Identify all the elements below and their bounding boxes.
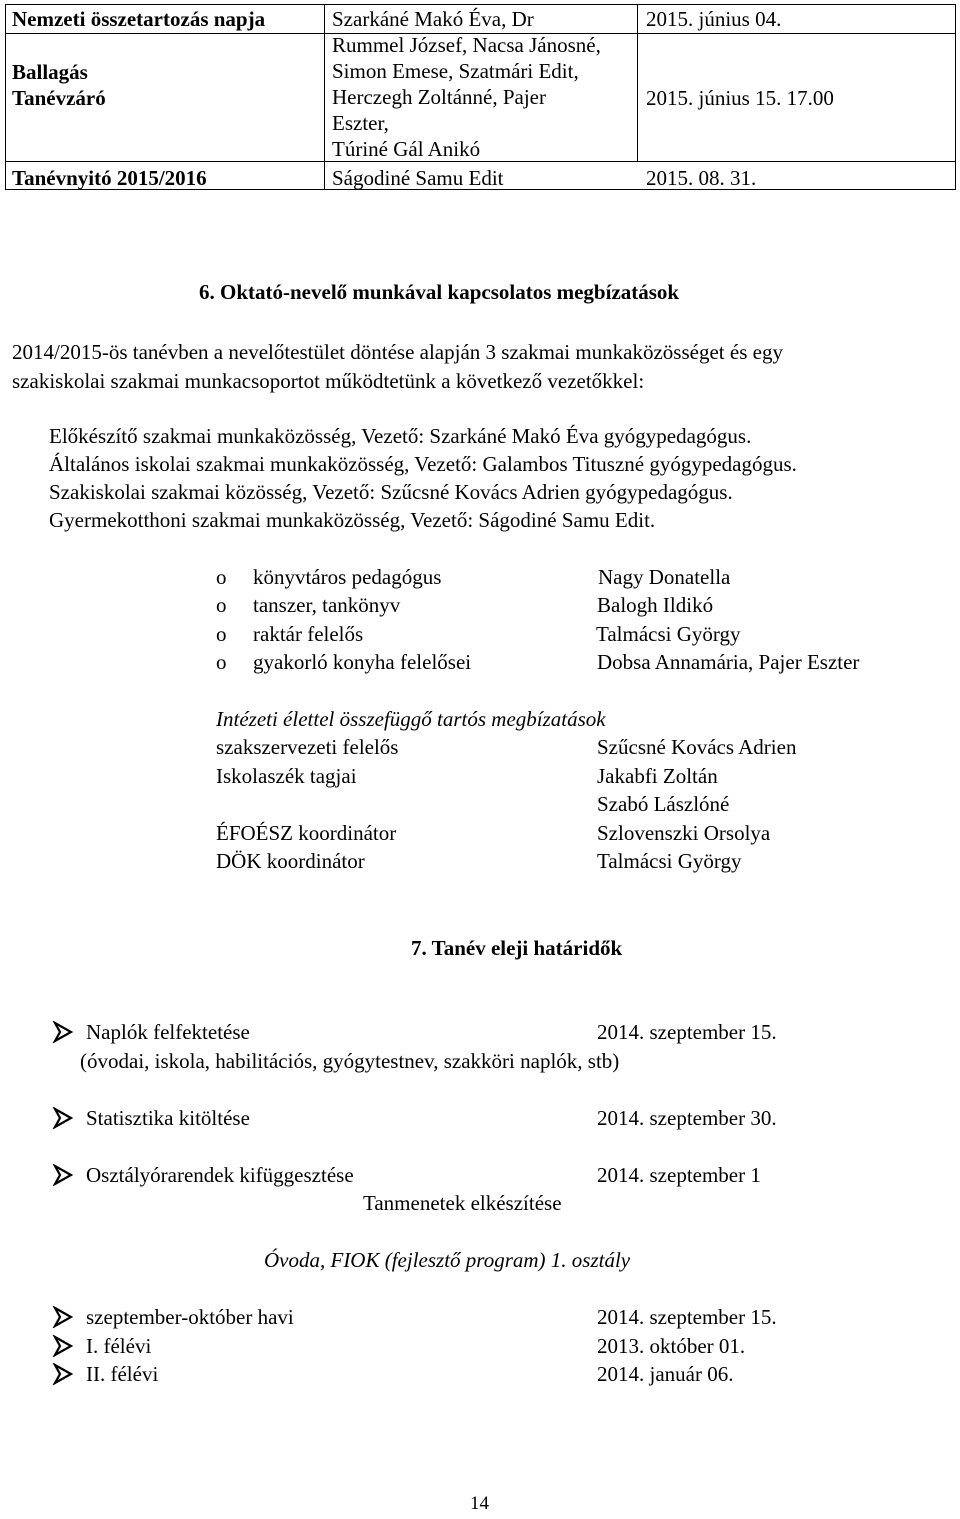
assignment-person: Talmácsi György (596, 622, 741, 646)
table-responsible-line: Szarkáné Makó Éva, Dr (332, 7, 534, 31)
table-col-divider (324, 5, 325, 189)
period-date: 2014. január 06. (597, 1362, 734, 1386)
institutional-person: Szlovenszki Orsolya (597, 821, 771, 845)
assignment-person: Balogh Ildikó (597, 593, 714, 617)
arrow-bullet-icon (52, 1335, 74, 1357)
deadline-date: 2014. szeptember 15. (597, 1020, 777, 1044)
assignment-role: gyakorló konyha felelősei (253, 650, 472, 674)
institutional-person: Talmácsi György (597, 849, 742, 873)
section6-intro-line2: szakiskolai szakmai munkacsoportot működtetünk a következő vezetőkkel: (12, 369, 645, 393)
assignment-role: könyvtáros pedagógus (253, 565, 442, 589)
table-event-2: Ballagás (12, 60, 88, 84)
arrow-bullet-icon (52, 1363, 74, 1385)
period-label: szeptember-október havi (86, 1305, 294, 1329)
deadline-date: 2014. szeptember 1 (597, 1163, 761, 1187)
table-date-1: 2015. június 04. (646, 7, 782, 31)
list-bullet: o (216, 593, 227, 617)
period-date: 2013. október 01. (597, 1334, 746, 1358)
period-label: II. félévi (86, 1362, 159, 1386)
section6-heading: 6. Oktató-nevelő munkával kapcsolatos megbízatások (199, 280, 680, 304)
assignment-role: raktár felelős (253, 622, 364, 646)
deadline-label: Naplók felfektetése (86, 1020, 250, 1044)
arrow-bullet-icon (52, 1306, 74, 1328)
institutional-role: Iskolaszék tagjai (216, 764, 357, 788)
arrow-bullet-icon (52, 1164, 74, 1186)
institutional-person: Szűcsné Kovács Adrien (597, 735, 797, 759)
deadline-note: (óvodai, iskola, habilitációs, gyógytestnev, szakköri naplók, stb) (80, 1049, 620, 1073)
table-row-divider (6, 161, 955, 162)
deadline-date: 2014. szeptember 30. (597, 1106, 777, 1130)
arrow-bullet-icon (52, 1107, 74, 1129)
table-event-3: Tanévnyitó 2015/2016 (12, 166, 207, 190)
institutional-person: Szabó Lászlóné (597, 792, 730, 816)
group-item: Gyermekotthoni szakmai munkaközösség, Vezető: Ságodiné Samu Edit. (49, 508, 656, 532)
table-col-divider (637, 5, 638, 161)
table-responsible-3: Ságodiné Samu Edit (332, 166, 504, 190)
group-item: Szakiskolai szakmai közösség, Vezető: Szűcsné Kovács Adrien gyógypedagógus. (49, 480, 733, 504)
period-label: I. félévi (86, 1334, 152, 1358)
arrow-bullet-icon (52, 1021, 74, 1043)
table-responsible-line: Túriné Gál Anikó (332, 137, 481, 161)
institutional-heading: Intézeti élettel összefüggő tartós megbízatások (216, 707, 606, 731)
table-date-2: 2015. június 15. 17.00 (646, 86, 834, 110)
institutional-person: Jakabfi Zoltán (597, 764, 718, 788)
institutional-role: szakszervezeti felelős (216, 735, 399, 759)
period-date: 2014. szeptember 15. (597, 1305, 777, 1329)
table-event-1: Nemzeti összetartozás napja (12, 7, 266, 31)
table-date-3: 2015. 08. 31. (646, 166, 757, 190)
section6-intro-line1: 2014/2015-ös tanévben a nevelőtestület döntése alapján 3 szakmai munkaközösséget és egy (12, 340, 783, 364)
assignment-person: Nagy Donatella (598, 565, 731, 589)
ovoda-heading: Óvoda, FIOK (fejlesztő program) 1. osztály (264, 1248, 631, 1272)
page-number: 14 (470, 1493, 489, 1514)
list-bullet: o (216, 622, 227, 646)
table-responsible-line: Eszter, (332, 111, 389, 135)
table-event-2b: Tanévzáró (12, 86, 106, 110)
assignment-role: tanszer, tankönyv (253, 593, 401, 617)
institutional-role: DÖK koordinátor (216, 849, 365, 873)
list-bullet: o (216, 650, 227, 674)
institutional-role: ÉFOÉSZ koordinátor (216, 821, 397, 845)
table-responsible-line: Simon Emese, Szatmári Edit, (332, 59, 579, 83)
assignment-person: Dobsa Annamária, Pajer Eszter (597, 650, 860, 674)
group-item: Előkészítő szakmai munkaközösség, Vezető: Szarkáné Makó Éva gyógypedagógus. (49, 424, 752, 448)
section7-heading: 7. Tanév eleji határidők (411, 936, 623, 960)
group-item: Általános iskolai szakmai munkaközösség, Vezető: Galambos Tituszné gyógypedagógus. (49, 452, 797, 476)
deadline-label: Statisztika kitöltése (86, 1106, 250, 1130)
list-bullet: o (216, 565, 227, 589)
deadline-label: Osztályórarendek kifüggesztése (86, 1163, 354, 1187)
tanmenetek-heading: Tanmenetek elkészítése (363, 1191, 562, 1215)
table-responsible-line: Rummel József, Nacsa Jánosné, (332, 33, 601, 57)
table-responsible-line: Herczegh Zoltánné, Pajer (332, 85, 546, 109)
